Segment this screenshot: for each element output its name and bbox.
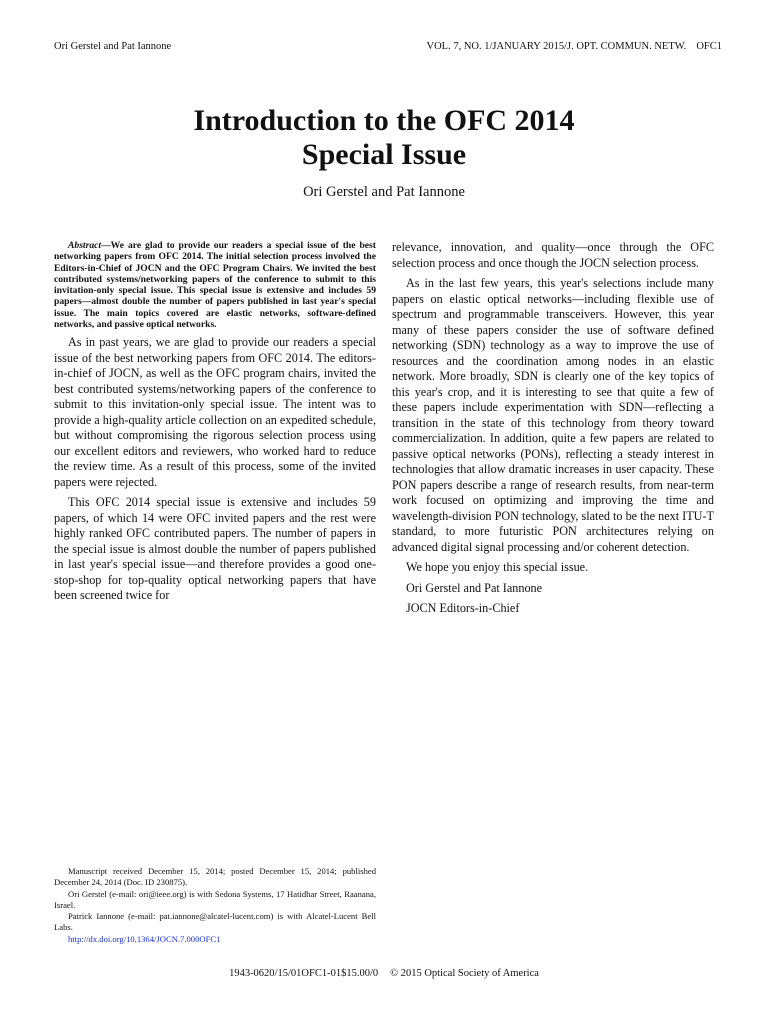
running-head-authors: Ori Gerstel and Pat Iannone: [54, 41, 172, 52]
body-paragraph-4: We hope you enjoy this special issue.: [406, 560, 589, 574]
running-head-journal: VOL. 7, NO. 1/JANUARY 2015/J. OPT. COMMUN. NETW.: [426, 41, 687, 52]
footnotes: [54, 866, 376, 945]
footnote-gerstel: Ori Gerstel (e-mail: ori@ieee.org) is with Sedona Systems, 17 Hatidhar Street, Raanana, Israel.: [54, 888, 376, 910]
body-paragraph-2: This OFC 2014 special issue is extensive and includes 59 papers, of which 14 were OFC invited papers and the rest were highly ranked OFC contributed papers. The number of papers in the special issue is almost double the number of papers published in last year's special issue—and therefore provides a good one-stop-shop for top-quality optical networking papers that have been screened twice for: [54, 495, 376, 603]
running-head: [54, 41, 722, 52]
left-column: [54, 240, 376, 609]
signature-names: Ori Gerstel and Pat Iannone: [406, 580, 543, 595]
bottom-line: [0, 968, 768, 979]
issn-code: 1943-0620/15/01OFC1-01$15.00/0: [229, 968, 379, 979]
right-column: [392, 240, 714, 622]
signature-role: JOCN Editors-in-Chief: [406, 601, 520, 615]
title-block: [0, 104, 768, 201]
title-line-2: Special Issue: [301, 138, 467, 171]
abstract: [54, 240, 376, 330]
footnote-doi: [54, 934, 376, 945]
title-line-1: Introduction to the OFC 2014: [193, 104, 575, 137]
body-paragraph-2-continued: relevance, innovation, and quality—once through the OFC selection process and once though the JOCN selection process.: [392, 240, 714, 270]
page-number: OFC1: [696, 41, 722, 52]
footnote-manuscript: Manuscript received December 15, 2014; posted December 15, 2014; published December 24, 2014 (Doc. ID 230875).: [54, 866, 376, 888]
paper-title: [0, 104, 768, 172]
footnote-iannone: Patrick Iannone (e-mail: pat.iannone@alcatel-lucent.com) is with Alcatel-Lucent Bell Labs.: [54, 911, 376, 933]
body-paragraph-1: As in past years, we are glad to provide our readers a special issue of the best networking papers from OFC 2014. The editors-in-chief of JOCN, as well as the OFC program chairs, invited the best contributed systems/networking papers of the conference to submit to this invitation-only special issue. The intent was to provide a high-quality article collection on an expedited schedule, but without compromising the rigorous selection process using our excellent editors and reviewers, who worked hard to reduce the review time. As a result of this process, some of the invited papers were rejected.: [54, 335, 376, 489]
abstract-label: Abstract: [68, 240, 102, 251]
abstract-text: —We are glad to provide our readers a special issue of the best networking papers from OFC 2014. The initial selection process involved the Editors-in-Chief of JOCN and the OFC Program Chairs. We invited the best contributed systems/networking papers of the conference to submit to this invitation-only special issue. This special issue is extensive and includes 59 papers—almost double the number of papers published in last year's special issue. The main topics covered are elastic networks, software-defined networks, and passive optical networks.: [54, 240, 376, 331]
author-list: Ori Gerstel and Pat Iannone: [303, 184, 465, 200]
doi-link[interactable]: http://dx.doi.org/10.1364/JOCN.7.000OFC1: [68, 933, 221, 944]
running-head-journal-info: [427, 41, 722, 52]
copyright: © 2015 Optical Society of America: [390, 968, 539, 979]
body-paragraph-3: As in the last few years, this year's selections include many papers on elastic optical networks—including flexible use of spectrum and programmable transceivers. However, this year many of these papers consider the use of software defined networking (SDN) technology as a way to improve the use of resources and the coordination among nodes in an elastic network. More broadly, SDN is clearly one of the key topics of this year's crop, and it is interesting to see that quite a few of these papers include experimentation with SDN—reflecting a transition in the state of this technology from theory toward commercialization. In addition, quite a few papers are related to passive optical networks (PONs), reflecting a steady interest in technologies that allow dramatic increases in user capacity. These PON papers describe a range of research results, from near-term work focused on optimizing and improving the time and wavelength-division PON technology, slated to be the next ITU-T standard, to more futuristic PON architectures relying on advanced digital signal processing and/or coherent detection.: [392, 276, 714, 554]
